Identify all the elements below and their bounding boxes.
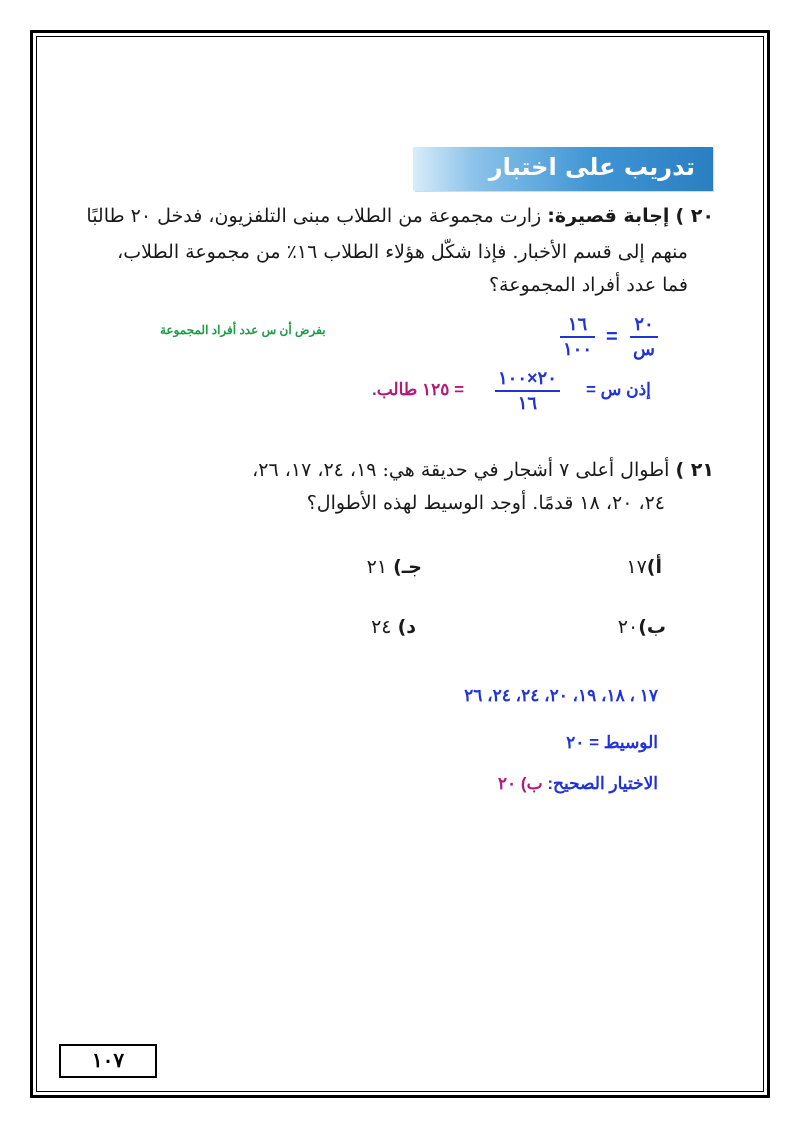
choice-a-value: ١٧ xyxy=(626,556,647,578)
choice-d-value: ٢٤ xyxy=(371,616,392,638)
equals-sign: = xyxy=(606,326,618,348)
q20-text-1: زارت مجموعة من الطلاب مبنى التلفزيون، فدخل ٢٠ طالبًا xyxy=(86,205,542,227)
section-banner xyxy=(413,147,713,191)
choice-d xyxy=(371,616,416,638)
correct-answer xyxy=(498,774,658,794)
median-result: الوسيط = ٢٠ xyxy=(566,733,658,752)
choice-c-label: جـ) xyxy=(393,556,422,578)
q20-line3: فما عدد أفراد المجموعة؟ xyxy=(488,274,688,296)
q20-label: إجابة قصيرة: xyxy=(547,205,670,227)
fraction-denominator: س xyxy=(633,339,655,359)
solution-prefix: إذن س = xyxy=(586,380,651,399)
choice-a xyxy=(626,556,662,578)
q21-text-1: أطوال أعلى ٧ أشجار في حديقة هي: ١٩، ٢٤، ١٧، ٢٦، xyxy=(252,459,670,481)
q21-line1 xyxy=(252,459,714,481)
solution-note: بفرض أن س عدد أفراد المجموعة xyxy=(160,323,326,337)
fraction-2000-over-16 xyxy=(495,368,560,414)
fraction-bar xyxy=(630,336,658,338)
fraction-numerator: ٢٠ xyxy=(634,314,654,334)
choice-a-label: أ) xyxy=(646,556,662,578)
q20-line2: منهم إلى قسم الأخبار. فإذا شكّل هؤلاء الطلاب ١٦٪ من مجموعة الطلاب، xyxy=(117,241,688,263)
sorted-values: ١٧ ، ١٨، ١٩، ٢٠، ٢٤، ٢٤، ٢٦ xyxy=(464,686,658,705)
correct-answer-value: ب) ٢٠ xyxy=(497,774,543,793)
banner-title: تدريب على اختبار xyxy=(488,153,695,181)
fraction-bar xyxy=(495,390,560,392)
q20-number: ٢٠ ) xyxy=(675,205,714,227)
fraction-numerator: ٢٠×١٠٠ xyxy=(498,368,557,388)
q20-line1 xyxy=(86,205,714,227)
fraction-16-over-100 xyxy=(560,314,595,360)
choice-c xyxy=(367,556,422,578)
choice-d-label: د) xyxy=(397,616,416,638)
fraction-denominator: ١٦ xyxy=(517,393,538,413)
choice-b-label: ب) xyxy=(638,616,666,638)
choice-c-value: ٢١ xyxy=(366,556,388,578)
fraction-20-over-s xyxy=(630,314,658,360)
fraction-numerator: ١٦ xyxy=(567,314,588,334)
solution-result: = ١٢٥ طالب. xyxy=(372,380,465,399)
correct-answer-label: الاختيار الصحيح: xyxy=(547,774,658,793)
fraction-denominator: ١٠٠ xyxy=(563,339,593,359)
choice-b-value: ٢٠ xyxy=(617,616,639,638)
page-number: ١٠٧ xyxy=(59,1044,157,1078)
fraction-bar xyxy=(560,336,595,338)
choice-b xyxy=(618,616,666,638)
q21-number: ٢١ ) xyxy=(675,459,714,481)
q21-line2: ٢٤، ٢٠، ١٨ قدمًا. أوجد الوسيط لهذه الأطوال؟ xyxy=(306,492,665,514)
